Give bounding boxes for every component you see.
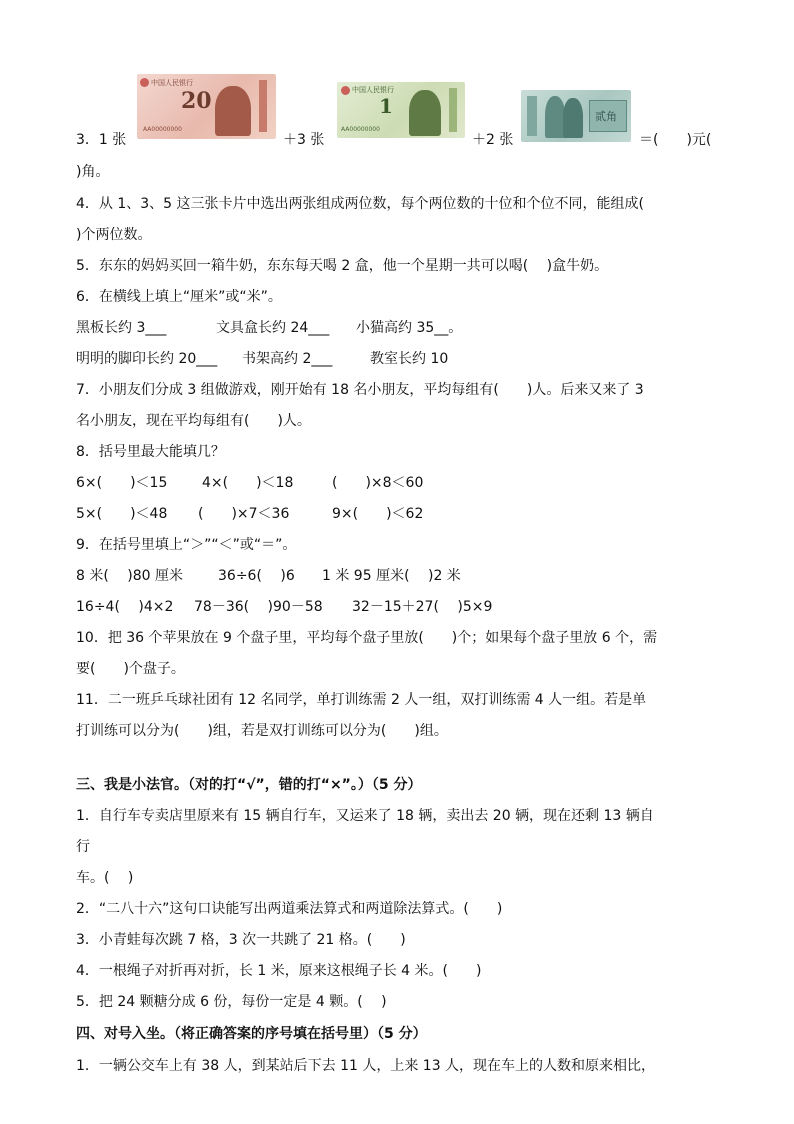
q6-d: 明明的脚印长约 20___ [76, 351, 218, 367]
portrait-icon [215, 86, 251, 136]
q3-line2: )角。 [76, 164, 110, 180]
q3-part2: ＋3 张 [283, 132, 325, 148]
q3-part1: 3．1 张 [76, 132, 127, 148]
q6-f: 教室长约 10 [370, 351, 449, 367]
section-3-q3: 3．小青蛙每次跳 7 格，3 次一共跳了 21 格。( ) [76, 932, 406, 948]
question-10-line1: 10．把 36 个苹果放在 9 个盘子里，平均每个盘子里放( )个；如果每个盘子里放 6 个，需 [76, 630, 658, 646]
question-6-title: 6．在横线上填上“厘米”或“米”。 [76, 289, 282, 305]
q9-r2-c: 32－15＋27( )5×9 [352, 599, 493, 615]
q8-r2-a: 5×( )＜48 [76, 506, 168, 522]
question-10-line2: 要( )个盘子。 [76, 661, 185, 677]
left-pattern [527, 96, 537, 136]
q9-r1-a: 8 米( )80 厘米 [76, 568, 183, 584]
question-4-line2: )个两位数。 [76, 227, 152, 243]
banknote-header: 中国人民银行 [151, 79, 193, 87]
question-5: 5．东东的妈妈买回一箱牛奶，东东每天喝 2 盒，他一个星期一共可以喝( )盒牛奶。 [76, 258, 609, 274]
q9-r2-a: 16÷4( )4×2 [76, 599, 174, 615]
q8-r1-a: 6×( )＜15 [76, 475, 168, 491]
question-11-line2: 打训练可以分为( )组，若是双打训练可以分为( )组。 [76, 723, 448, 739]
question-8-title: 8．括号里最大能填几？ [76, 444, 225, 460]
q6-e: 书架高约 2___ [242, 351, 333, 367]
section-3-q1-line2: 行 [76, 839, 90, 855]
section-3-q1-line1: 1．自行车专卖店里原来有 15 辆自行车，又运来了 18 辆，卖出去 20 辆，现在还剩 13 辆自 [76, 808, 654, 824]
section-3-heading: 三、我是小法官。（对的打“√”，错的打“×”。）（5 分） [76, 777, 422, 793]
one-yuan-banknote-image [337, 82, 465, 138]
section-3-q4: 4．一根绳子对折再对折，长 1 米，原来这根绳子长 4 米。( ) [76, 963, 482, 979]
q6-b: 文具盒长约 24___ [216, 320, 330, 336]
q8-r2-c: 9×( )＜62 [332, 506, 424, 522]
section-3-q2: 2．“二八十六”这句口诀能写出两道乘法算式和两道除法算式。( ) [76, 901, 503, 917]
question-7-line2: 名小朋友，现在平均每组有( )人。 [76, 413, 311, 429]
two-jiao-banknote-image [521, 90, 631, 142]
banknote-serial: AA00000000 [143, 126, 182, 133]
section-4-heading: 四、对号入坐。（将正确答案的序号填在括号里）（5 分） [76, 1026, 427, 1042]
q8-r1-b: 4×( )＜18 [202, 475, 294, 491]
banknote-denomination: 20 [181, 88, 212, 114]
q6-a: 黑板长约 3___ [76, 320, 167, 336]
banknote-denomination: 1 [379, 94, 393, 118]
q6-c: 小猫高约 35__。 [356, 320, 463, 336]
security-strip [449, 88, 457, 132]
question-4-line1: 4．从 1、3、5 这三张卡片中选出两张组成两位数，每个两位数的十位和个位不同，能组成( [76, 196, 644, 212]
security-strip [259, 80, 267, 132]
question-9-title: 9．在括号里填上“＞”“＜”或“＝”。 [76, 537, 297, 553]
portrait-icon [563, 98, 583, 138]
emblem-icon [341, 86, 350, 95]
question-11-line1: 11．二一班乒乓球社团有 12 名同学，单打训练需 2 人一组，双打训练需 4 人一组。若是单 [76, 692, 647, 708]
q3-part4: ＝( )元( [639, 132, 712, 148]
q9-r1-b: 36÷6( )6 [218, 568, 295, 584]
question-7-line1: 7．小朋友们分成 3 组做游戏，刚开始有 18 名小朋友，平均每组有( )人。后来又来了 3 [76, 382, 644, 398]
section-3-q1-line3: 车。( ) [76, 870, 134, 886]
portrait-icon [545, 96, 565, 138]
banknote-denomination: 贰角 [595, 110, 617, 123]
q8-r1-c: ( )×8＜60 [332, 475, 424, 491]
q9-r1-c: 1 米 95 厘米( )2 米 [322, 568, 461, 584]
emblem-icon [140, 78, 149, 87]
banknote-header: 中国人民银行 [352, 86, 394, 94]
banknote-serial: AA00000000 [341, 126, 380, 133]
q8-r2-b: ( )×7＜36 [198, 506, 290, 522]
section-3-q5: 5．把 24 颗糖分成 6 份，每份一定是 4 颗。( ) [76, 994, 387, 1010]
section-4-q1: 1．一辆公交车上有 38 人，到某站后下去 11 人，上来 13 人，现在车上的人数和原来相比， [76, 1058, 656, 1074]
portrait-icon [409, 90, 441, 136]
q3-part3: ＋2 张 [472, 132, 514, 148]
q9-r2-b: 78－36( )90－58 [194, 599, 323, 615]
twenty-yuan-banknote-image [137, 74, 276, 139]
